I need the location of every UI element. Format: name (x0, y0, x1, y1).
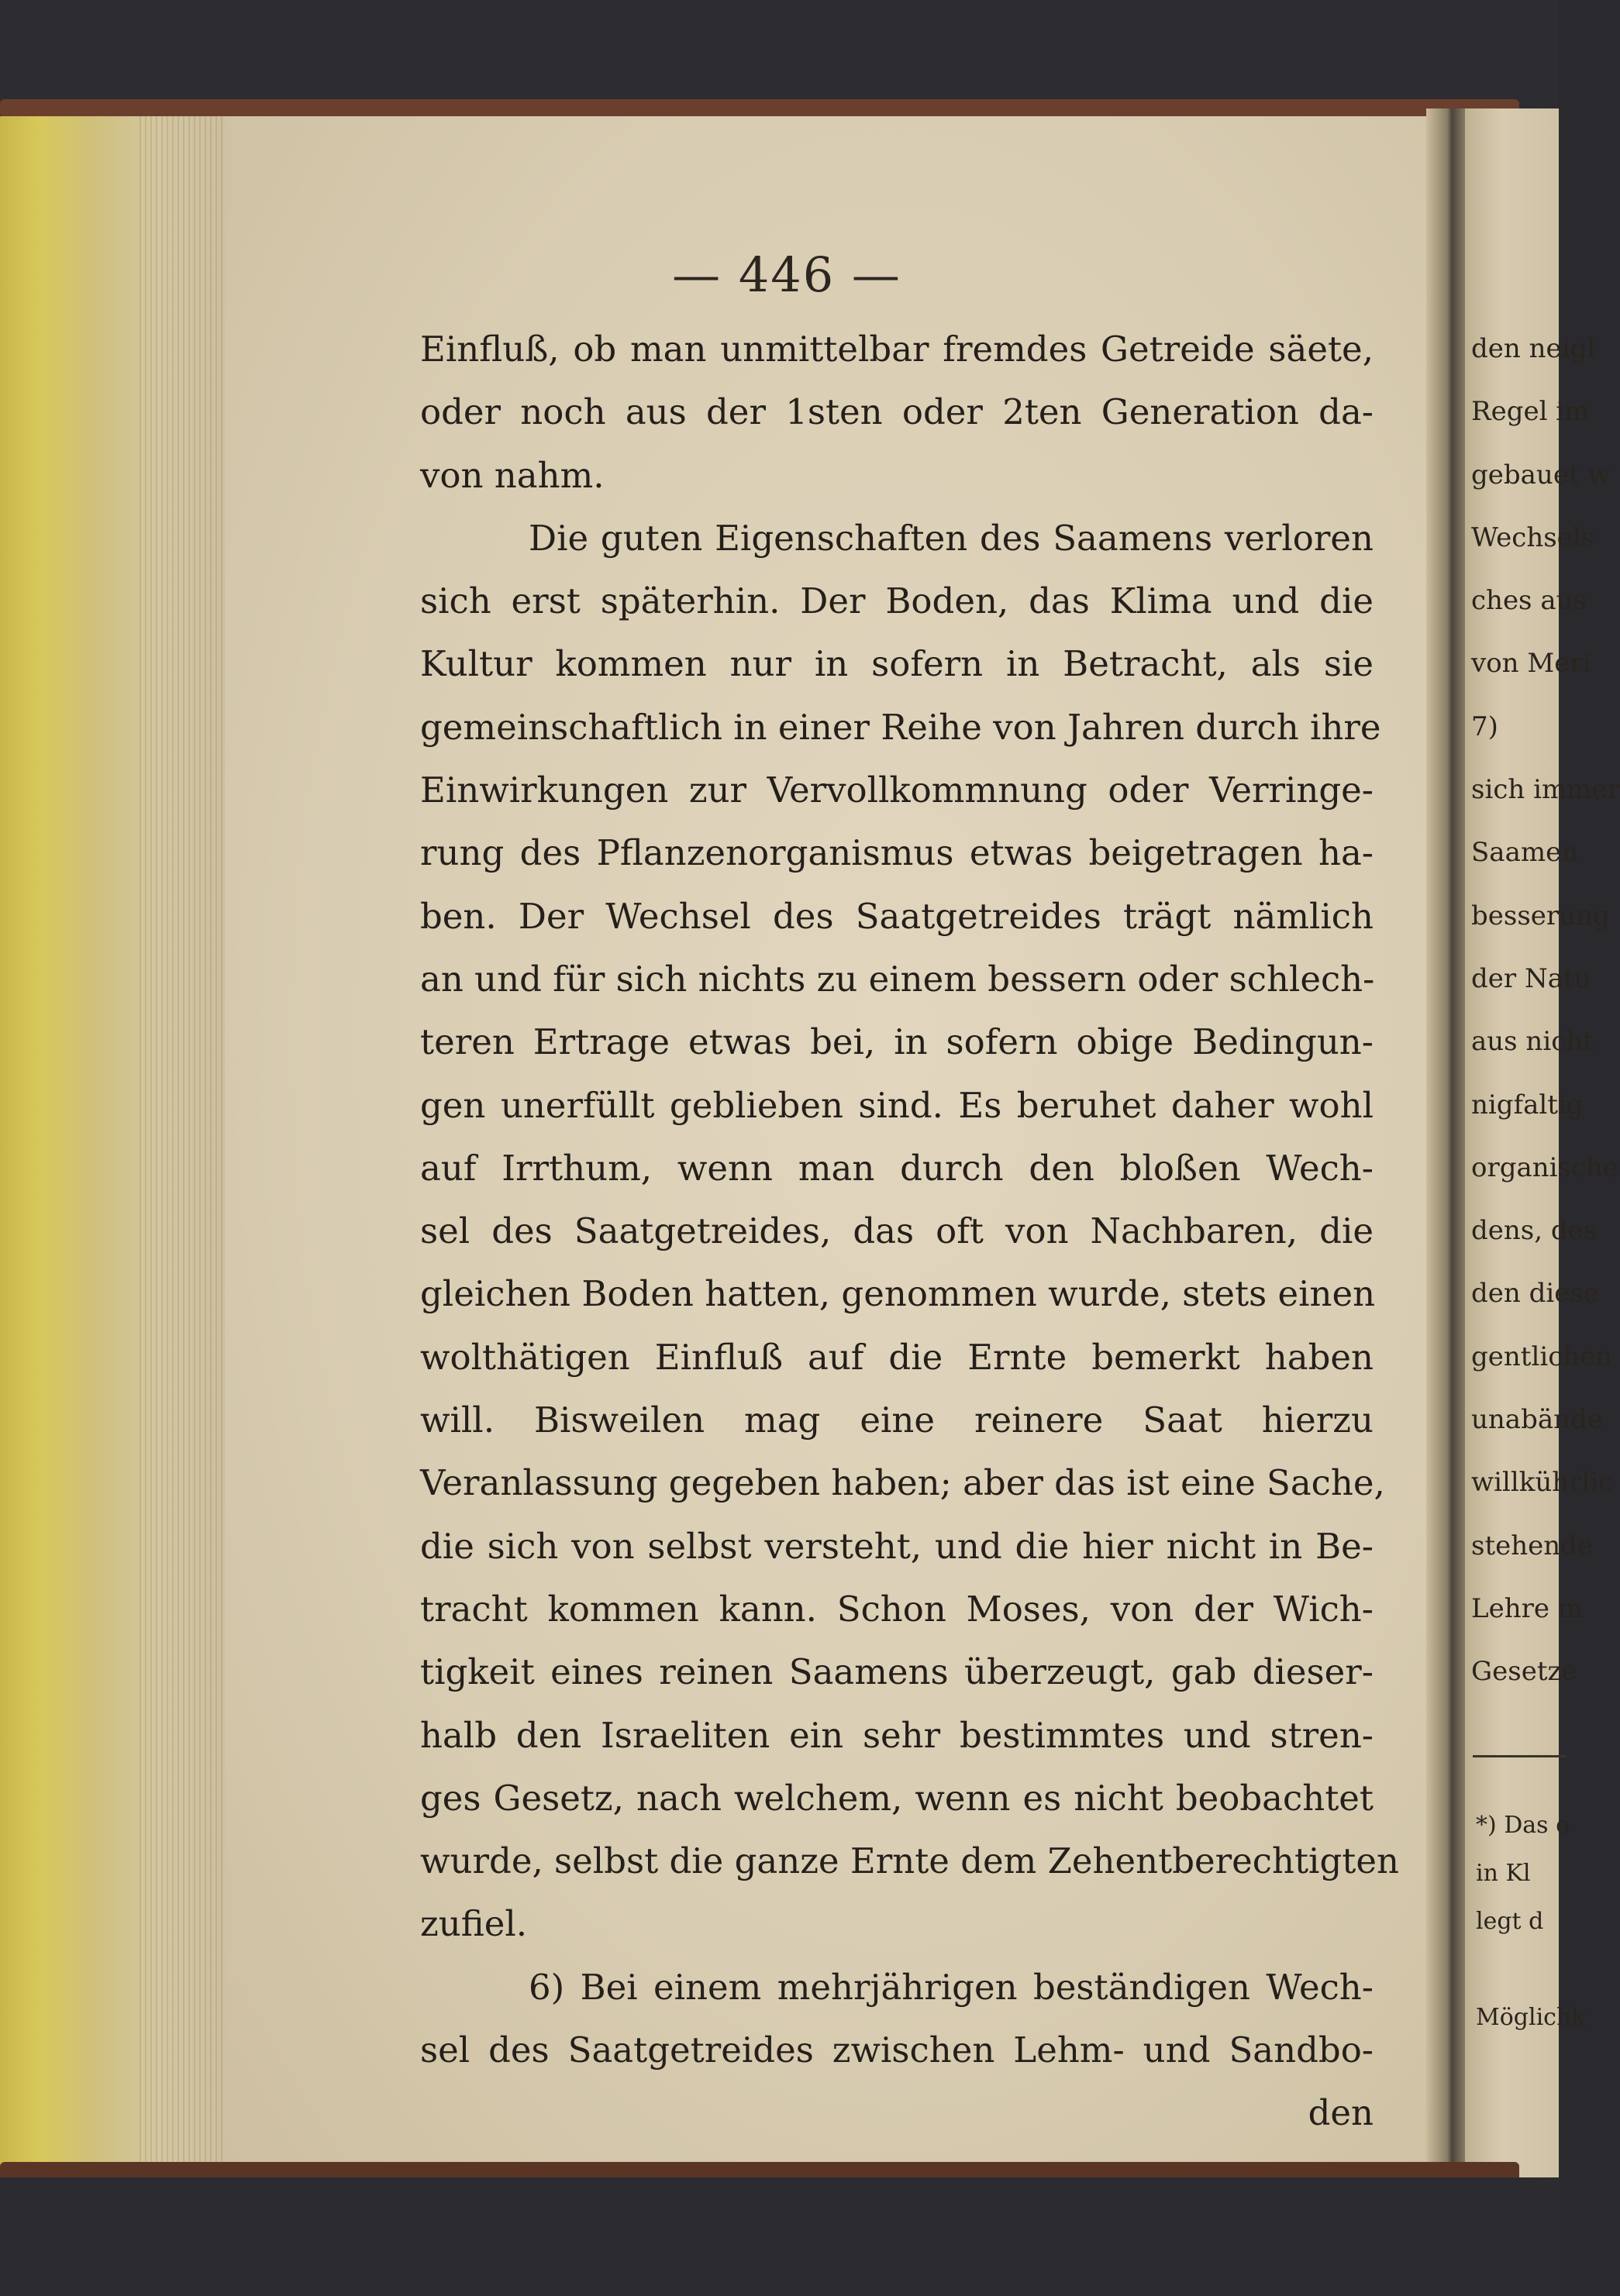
text-line: sel des Saatgetreides, das oft von Nachbaren, die (420, 1210, 1374, 1252)
footnote-line: legt d (1476, 1908, 1544, 1935)
text-line: von nahm. (420, 454, 605, 496)
adjacent-page (1465, 108, 1620, 2177)
text-line: oder noch aus der 1sten oder 2ten Generation da- (420, 391, 1374, 433)
adjacent-text-line: Gesetze (1471, 1656, 1577, 1688)
text-line: Kultur kommen nur in sofern in Betracht, als sie (420, 643, 1374, 685)
text-line: gleichen Boden hatten, genommen wurde, stets einen (420, 1273, 1376, 1315)
adjacent-text-line: den neigl (1471, 333, 1596, 364)
adjacent-text-line: sich immer (1471, 774, 1620, 806)
text-line: Einwirkungen zur Vervollkommnung oder Verringe- (420, 769, 1374, 811)
adjacent-text-line: besserung (1471, 900, 1610, 931)
text-line: sich erst späterhin. Der Boden, das Klima und die (420, 580, 1374, 622)
text-line: 6) Bei einem mehrjährigen beständigen Wech- (529, 1966, 1374, 2008)
adjacent-text-line: der Natu (1471, 962, 1591, 994)
adjacent-text-line: gentlichen (1471, 1341, 1613, 1372)
adjacent-text-line: organische (1471, 1151, 1619, 1183)
footnote-line: *) Das o (1476, 1812, 1570, 1839)
adjacent-text-line: willkührlic (1471, 1467, 1614, 1499)
background-bottom (0, 2177, 1559, 2296)
page-stack-lines (140, 116, 225, 2170)
text-line: ges Gesetz, nach welchem, wenn es nicht beobachtet (420, 1777, 1374, 1819)
adjacent-text-line: Saamen (1471, 837, 1579, 869)
adjacent-text-line: nigfaltig (1471, 1089, 1584, 1120)
adjacent-text-line: von Meri (1471, 648, 1591, 680)
adjacent-text-line: Regel im (1471, 396, 1590, 428)
text-line: auf Irrthum, wenn man durch den bloßen Wech- (420, 1147, 1374, 1189)
adjacent-text-line: ches aus (1471, 585, 1587, 617)
adjacent-text-line: aus nicht (1471, 1026, 1594, 1058)
adjacent-text-line: 7) (1471, 711, 1498, 742)
adjacent-text-line: gebauet w (1471, 459, 1611, 491)
adjacent-text-line: unabände (1471, 1404, 1603, 1436)
text-line: wurde, selbst die ganze Ernte dem Zehentberechtigten (420, 1840, 1399, 1882)
book-page (225, 116, 1442, 2170)
footnote-rule (1473, 1755, 1566, 1757)
adjacent-text-line: Lehre m (1471, 1592, 1584, 1624)
text-line: sel des Saatgetreides zwischen Lehm- und Sandbo- (420, 2029, 1374, 2071)
page-number: — 446 — (672, 246, 901, 303)
adjacent-footnote (1476, 1802, 1586, 2042)
text-line: Veranlassung gegeben haben; aber das ist eine Sache, (420, 1462, 1385, 1504)
adjacent-text-line: stehende (1471, 1530, 1594, 1561)
catchword: den (1308, 2092, 1374, 2134)
adjacent-text-line: den diese (1471, 1278, 1599, 1310)
page-body-text (420, 318, 1399, 2145)
text-line: gemeinschaftlich in einer Reihe von Jahren durch ihre (420, 706, 1381, 748)
background-top (0, 0, 1559, 108)
text-line: Die guten Eigenschaften des Saamens verloren (529, 517, 1374, 559)
text-line: gen unerfüllt geblieben sind. Es beruhet daher wohl (420, 1084, 1374, 1126)
adjacent-page-text (1471, 318, 1620, 1704)
text-line: ben. Der Wechsel des Saatgetreides trägt nämlich (420, 895, 1374, 937)
footnote-line (1476, 1946, 1569, 1994)
adjacent-text-line: Wechsels (1471, 522, 1595, 553)
footnote-line: in Kl (1476, 1860, 1531, 1887)
text-line: rung des Pflanzenorganismus etwas beigetragen ha- (420, 832, 1374, 874)
text-line: halb den Israeliten ein sehr bestimmtes und stren- (420, 1714, 1374, 1756)
footnote-line: Möglichk (1476, 2004, 1586, 2031)
book-cover-edge-top (0, 99, 1519, 118)
text-line: zufiel. (420, 1903, 528, 1945)
text-line: teren Ertrage etwas bei, in sofern obige Bedingun- (420, 1021, 1374, 1063)
text-line: tigkeit eines reinen Saamens überzeugt, gab dieser- (420, 1651, 1374, 1693)
text-line: an und für sich nichts zu einem bessern oder schlech- (420, 958, 1375, 1000)
text-line: die sich von selbst versteht, und die hier nicht in Be- (420, 1525, 1374, 1567)
text-line: Einfluß, ob man unmittelbar fremdes Getreide säete, (420, 329, 1374, 370)
adjacent-text-line: dens, des (1471, 1215, 1598, 1247)
text-line: tracht kommen kann. Schon Moses, von der Wich- (420, 1588, 1374, 1630)
text-line: will. Bisweilen mag eine reinere Saat hierzu (420, 1399, 1374, 1441)
text-line: wolthätigen Einfluß auf die Ernte bemerkt haben (420, 1336, 1374, 1378)
